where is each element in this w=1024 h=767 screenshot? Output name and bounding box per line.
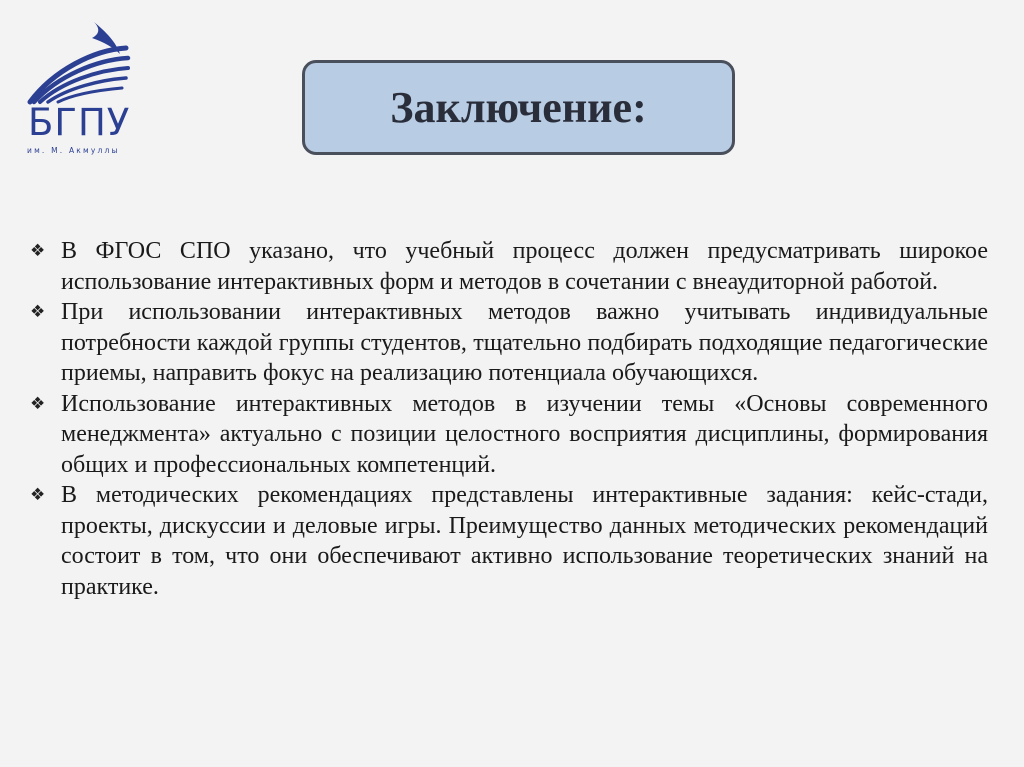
bullet-text: В ФГОС СПО указано, что учебный процесс должен предусматривать широкое использование интерактивных форм и методов в сочетании с внеаудиторной работой. [61,238,988,295]
bullet-text: Использование интерактивных методов в изучении темы «Основы современного менеджмента» актуально с позиции целостного восприятия дисциплины, формирования общих и профессиональных компетенций. [61,390,988,478]
logo-subtitle: им. М. Акмуллы [27,146,120,155]
university-logo [24,20,149,160]
slide-title: Заключение: [390,83,647,132]
diamond-bullet-icon: ❖ [30,241,46,261]
bullet-text: В методических рекомендациях представлены интерактивные задания: кейс-стади, проекты, дискуссии и деловые игры. Преимущество данных методических рекомендаций состоит в том, что они обеспечивают активно использование теоретических знаний на практике. [61,482,988,600]
diamond-bullet-icon: ❖ [30,393,46,414]
diamond-bullet-icon: ❖ [30,485,46,505]
title-box [302,60,735,155]
list-item [30,480,988,602]
wave-flame-logo-icon [24,20,149,110]
list-item [30,297,988,389]
list-item [30,389,988,481]
bullet-text: При использовании интерактивных методов важно учитывать индивидуальные потребности каждой группы студентов, тщательно подбирать подходящие педагогические приемы, направить фокус на реализацию потенциала обучающихся. [61,299,988,386]
list-item [30,236,988,297]
logo-name: БГПУ [28,101,131,144]
bullet-list [30,236,988,602]
diamond-bullet-icon: ❖ [30,302,46,322]
